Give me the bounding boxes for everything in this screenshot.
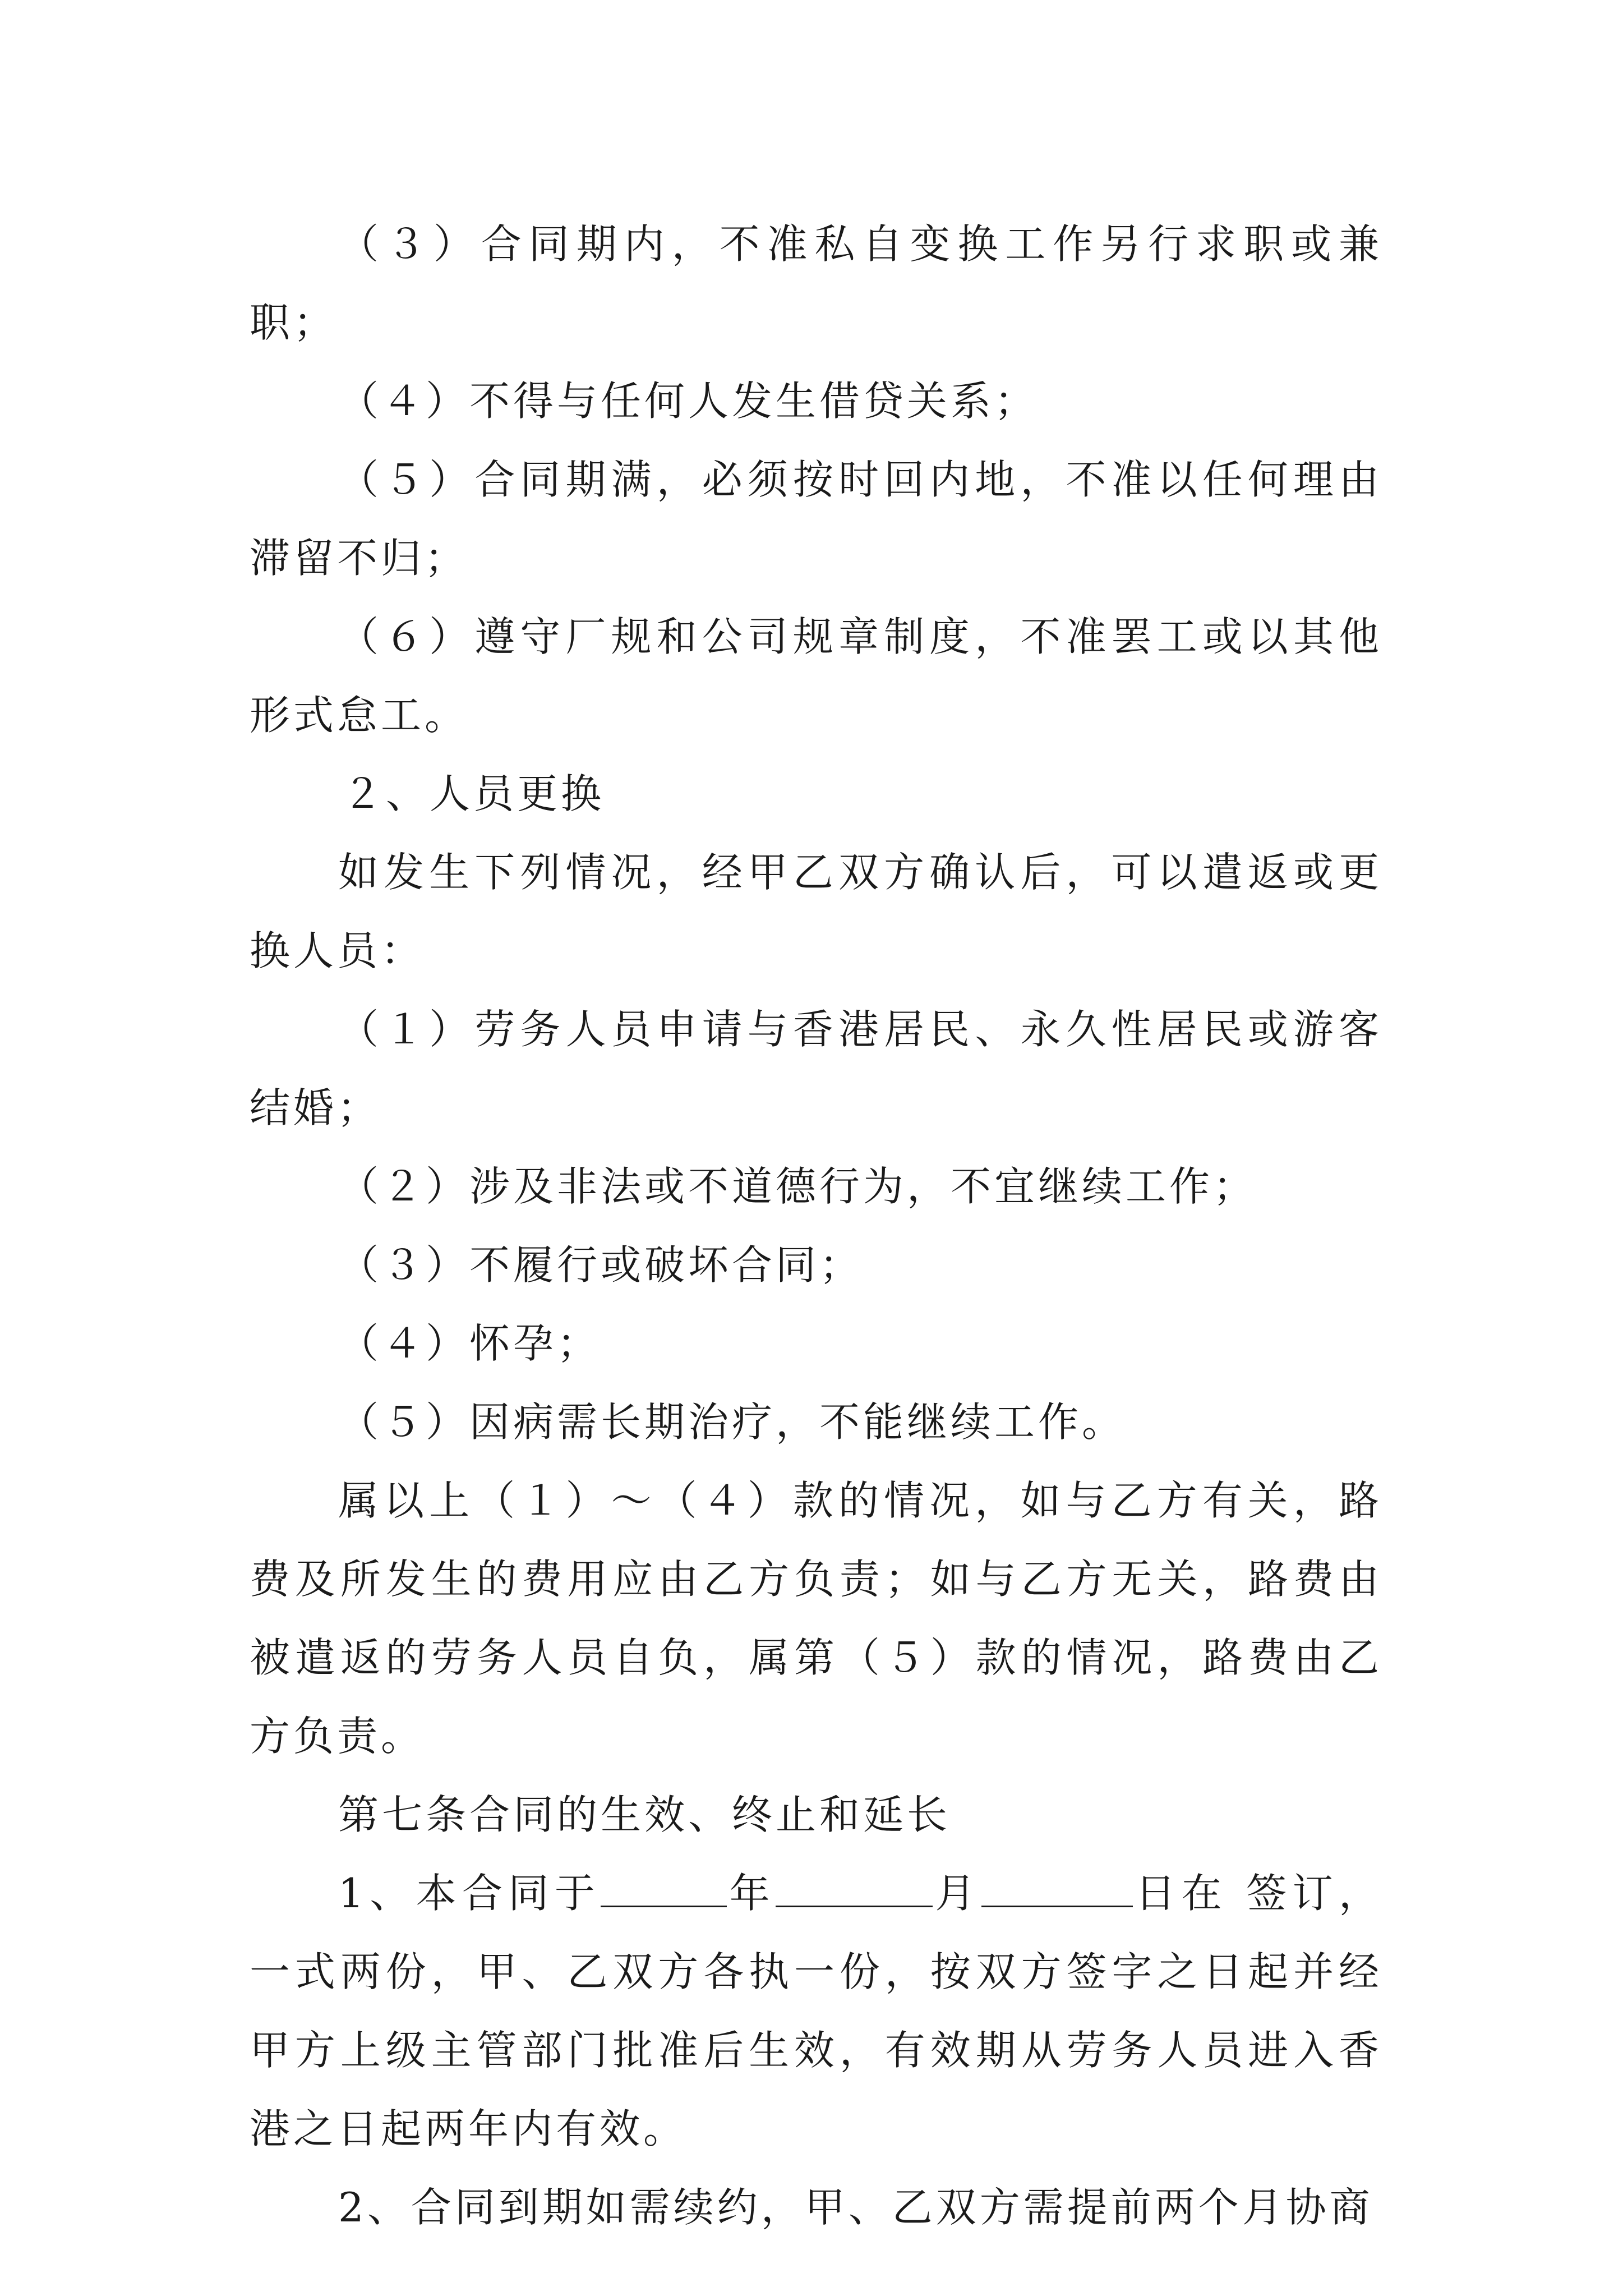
paragraph-signing-clause [250, 1854, 1382, 2168]
paragraph-replacement-intro: 如发生下列情况，经甲乙双方确认后，可以遣返或更换人员： [250, 849, 1382, 974]
paragraph-replacement-5: （５）因病需长期治疗，不能继续工作。 [338, 1398, 1126, 1446]
paragraph-replacement-2: （２）涉及非法或不道德行为，不宜继续工作； [338, 1163, 1257, 1210]
day-label-and-terms: 日在 签订，一式两份，甲、乙双方各执一份，按双方签字之日起并经甲方上级主管部门批准后生效，有效期从劳务人员进入香港之日起两年内有效。 [250, 1870, 1383, 2152]
paragraph-renewal-clause: 2、合同到期如需续约，甲、乙双方需提前两个月协商 [338, 2184, 1373, 2231]
year-label: 年 [727, 1870, 776, 1917]
section-heading-personnel-replacement: ２、人员更换 [342, 770, 605, 817]
signing-prefix: 1、本合同于 [338, 1870, 601, 1917]
paragraph-replacement-4: （４）怀孕； [338, 1320, 601, 1367]
day-blank [981, 1871, 1133, 1907]
paragraph-replacement-3: （３）不履行或破坏合同； [338, 1241, 864, 1289]
paragraph-rule-3: （３）合同期内，不准私自变换工作另行求职或兼职； [250, 220, 1382, 346]
paragraph-travel-expenses: 属以上（１）～（４）款的情况，如与乙方有关，路费及所发生的费用应由乙方负责；如与乙方无关，路费由被遣返的劳务人员自负，属第（５）款的情况，路费由乙方负责。 [250, 1477, 1382, 1760]
paragraph-rule-5: （５）合同期满，必须按时回内地，不准以任何理由滞留不归； [250, 456, 1382, 582]
paragraph-replacement-1: （１）劳务人员申请与香港居民、永久性居民或游客结婚； [250, 1006, 1382, 1131]
paragraph-rule-4: （４）不得与任何人发生借贷关系； [338, 378, 1039, 425]
document-body [250, 205, 1382, 2247]
article-7-heading: 第七条合同的生效、终止和延长 [338, 1791, 951, 1838]
paragraph-rule-6: （６）遵守厂规和公司规章制度，不准罢工或以其他形式怠工。 [250, 613, 1382, 739]
year-blank [601, 1871, 727, 1907]
month-blank [776, 1871, 933, 1907]
month-label: 月 [932, 1870, 981, 1917]
